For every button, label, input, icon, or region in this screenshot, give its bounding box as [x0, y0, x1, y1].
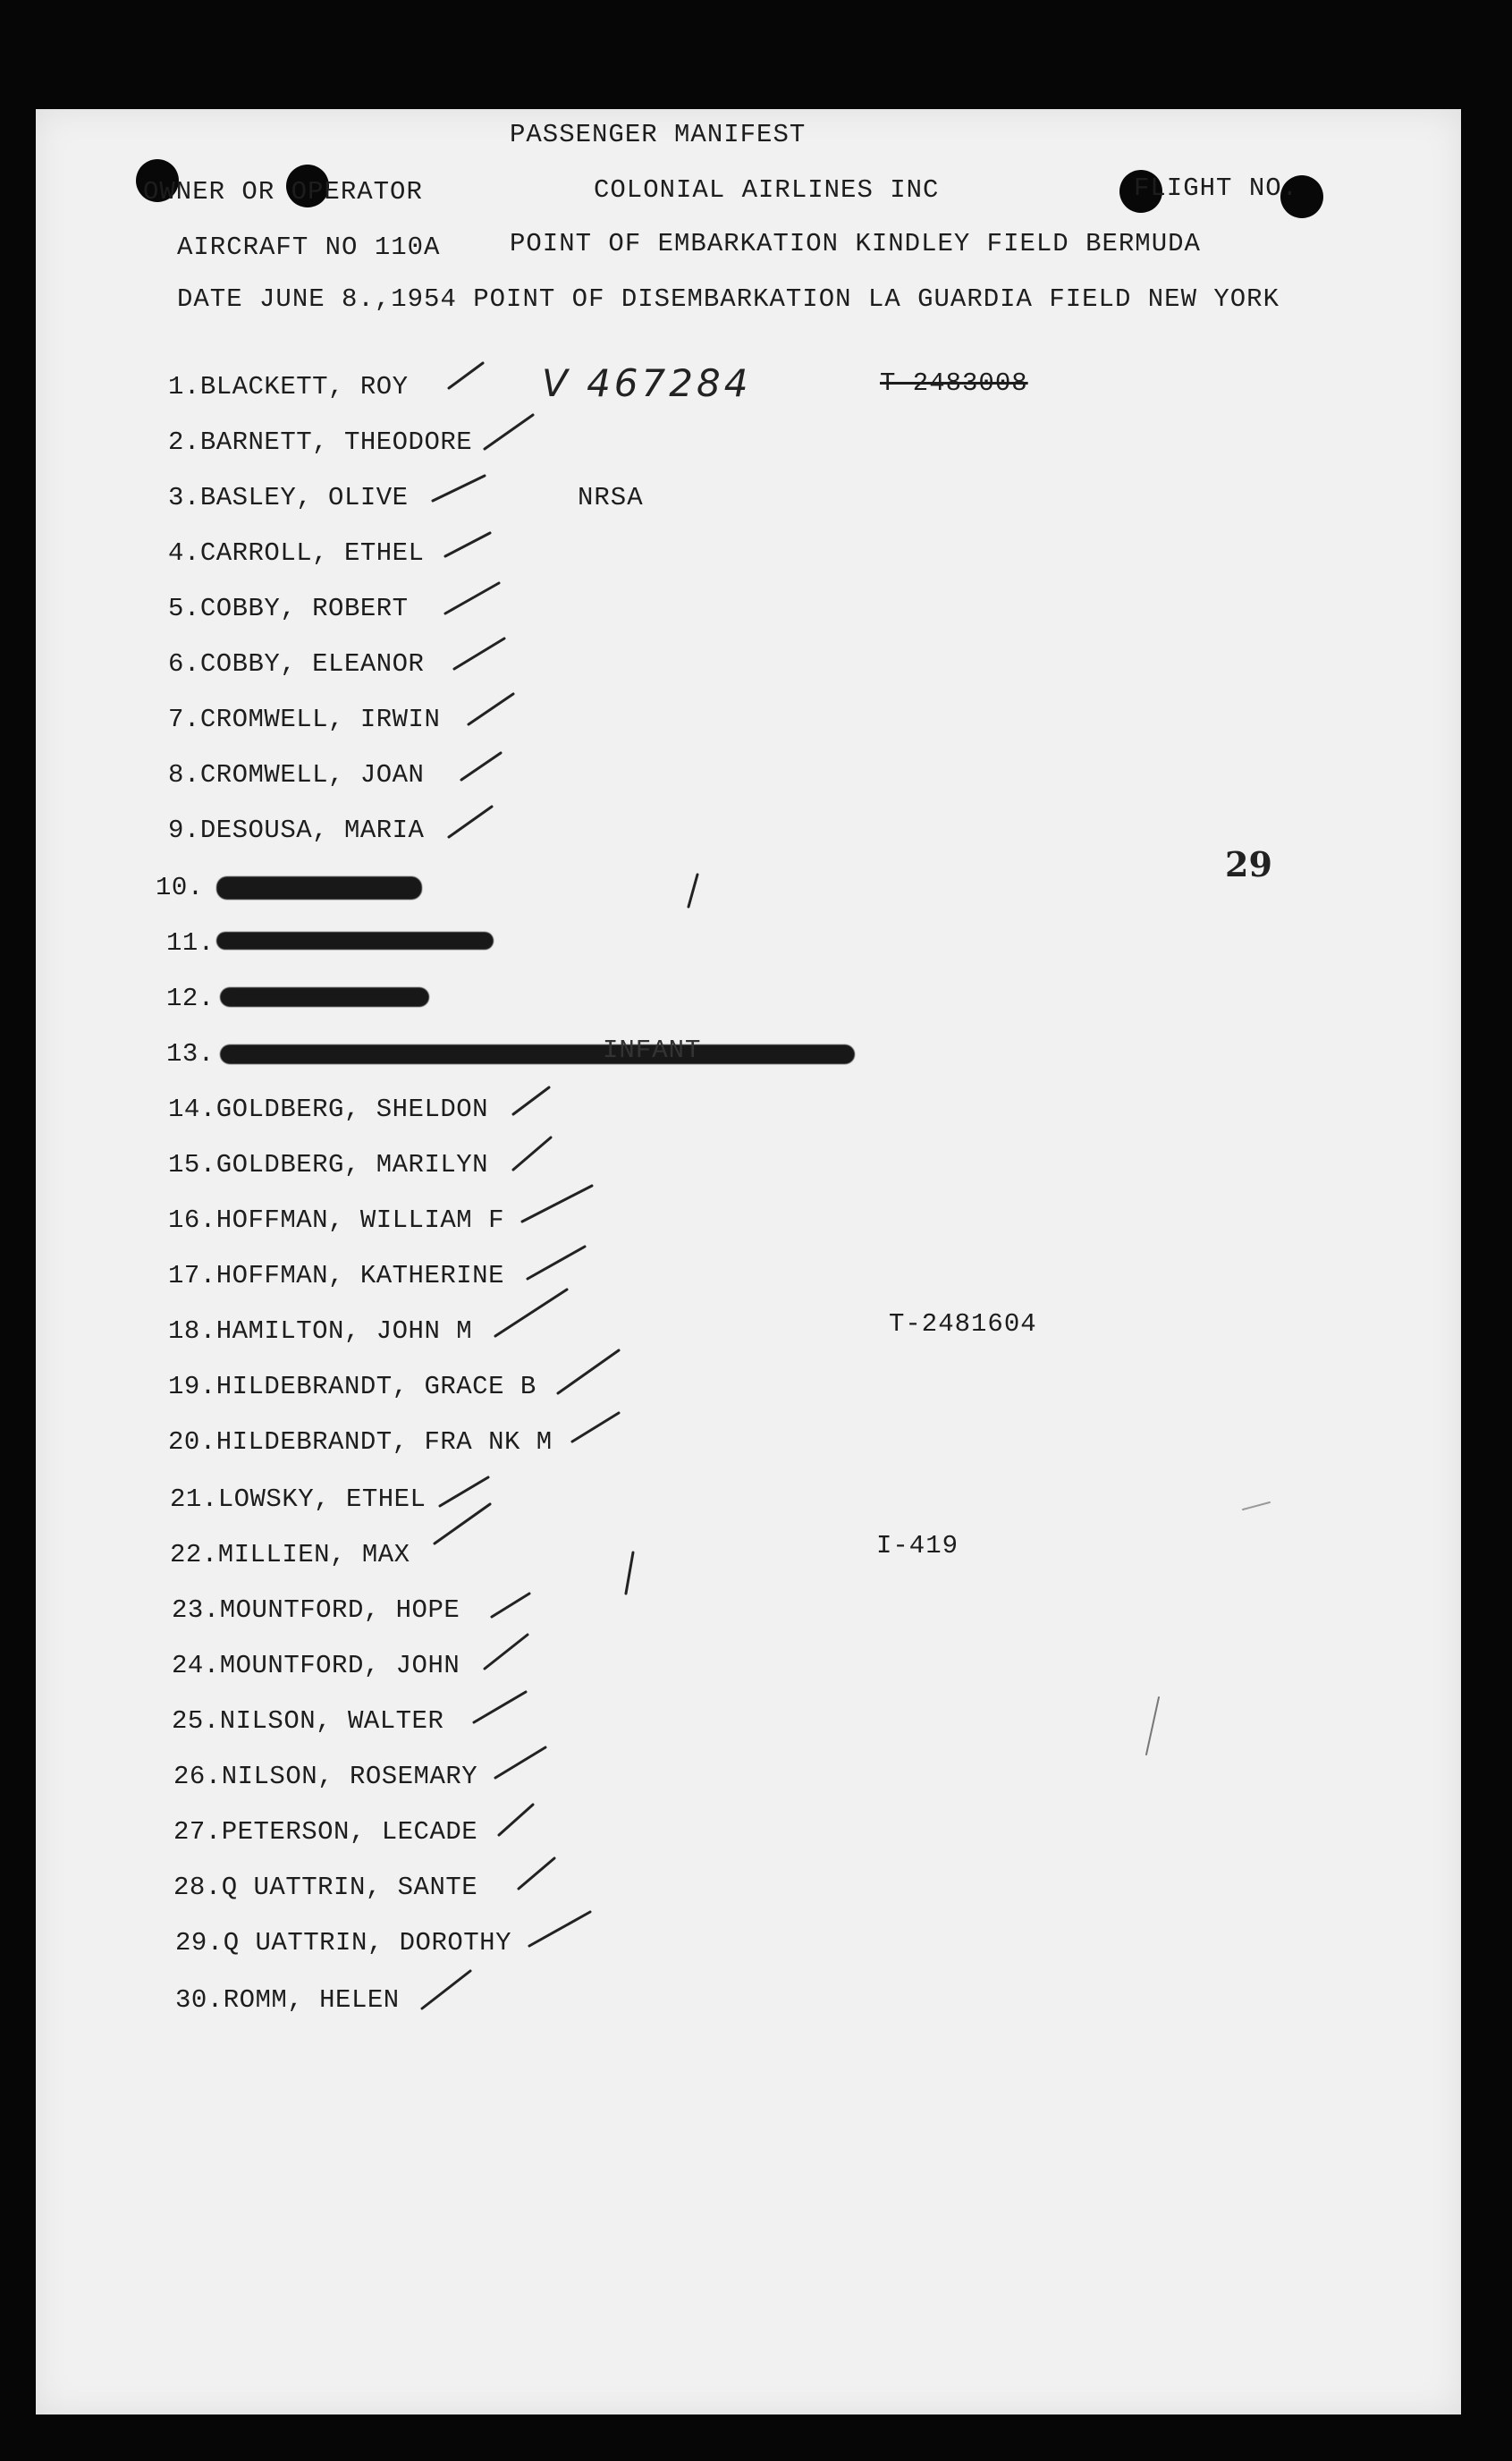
passenger-row: 13.	[166, 1039, 215, 1069]
passenger-row: 1.BLACKETT, ROY	[168, 372, 409, 402]
passenger-row: 30.ROMM, HELEN	[175, 1985, 400, 2015]
passenger-row: 18.HAMILTON, JOHN M	[168, 1316, 473, 1346]
passenger-row: 4.CARROLL, ETHEL	[168, 538, 425, 568]
passenger-row: 25.NILSON, WALTER	[172, 1706, 444, 1736]
passenger-row: 3.BASLEY, OLIVE	[168, 483, 409, 512]
id-number-22: I-419	[876, 1531, 959, 1560]
passenger-row: 22.MILLIEN, MAX	[170, 1540, 410, 1569]
passenger-row: 2.BARNETT, THEODORE	[168, 427, 473, 457]
passenger-row: 29.Q UATTRIN, DOROTHY	[175, 1928, 511, 1958]
passenger-row: 26.NILSON, ROSEMARY	[173, 1762, 478, 1791]
passenger-row: 6.COBBY, ELEANOR	[168, 649, 425, 679]
passenger-row: 23.MOUNTFORD, HOPE	[172, 1595, 460, 1625]
nrsa-note: NRSA	[578, 483, 644, 512]
passenger-row: 20.HILDEBRANDT, FRA NK M	[168, 1427, 553, 1457]
passenger-row: 19.HILDEBRANDT, GRACE B	[168, 1372, 536, 1401]
flight-label: FLIGHT NO.	[1134, 173, 1299, 203]
aircraft-number: AIRCRAFT NO 110A	[177, 233, 441, 262]
passenger-row: 17.HOFFMAN, KATHERINE	[168, 1261, 504, 1290]
page-title: PASSENGER MANIFEST	[510, 120, 807, 149]
passenger-row: 11.	[166, 928, 215, 958]
passenger-row: 10.	[156, 873, 204, 902]
passenger-row: 9.DESOUSA, MARIA	[168, 816, 425, 845]
page-number-stamp: 29	[1225, 844, 1272, 884]
passenger-row: 27.PETERSON, LECADE	[173, 1817, 478, 1847]
passenger-row: 28.Q UATTRIN, SANTE	[173, 1873, 478, 1902]
passenger-row: 15.GOLDBERG, MARILYN	[168, 1150, 489, 1180]
visa-handwritten: V 467284	[542, 361, 752, 405]
struck-ticket-number: T-2483008	[880, 368, 1028, 398]
passenger-row: 8.CROMWELL, JOAN	[168, 760, 425, 790]
owner-label: OWNER OR OPERATOR	[143, 177, 423, 207]
passenger-row: 5.COBBY, ROBERT	[168, 594, 409, 623]
operator-name: COLONIAL AIRLINES INC	[594, 175, 940, 205]
passenger-row: 21.LOWSKY, ETHEL	[170, 1484, 427, 1514]
infant-note: INFANT	[603, 1036, 702, 1065]
passenger-row: 24.MOUNTFORD, JOHN	[172, 1651, 460, 1680]
check-marks	[36, 109, 1461, 2414]
ticket-number-18: T-2481604	[889, 1309, 1037, 1339]
passenger-row: 12.	[166, 984, 215, 1013]
passenger-row: 16.HOFFMAN, WILLIAM F	[168, 1205, 504, 1235]
manifest-page	[36, 109, 1461, 2414]
passenger-row: 7.CROMWELL, IRWIN	[168, 705, 441, 734]
passenger-row: 14.GOLDBERG, SHELDON	[168, 1095, 489, 1124]
date-line: DATE JUNE 8.,1954 POINT OF DISEMBARKATION LA GUARDIA FIELD NEW YORK	[177, 284, 1280, 314]
embarkation-point: POINT OF EMBARKATION KINDLEY FIELD BERMUDA	[510, 229, 1201, 258]
